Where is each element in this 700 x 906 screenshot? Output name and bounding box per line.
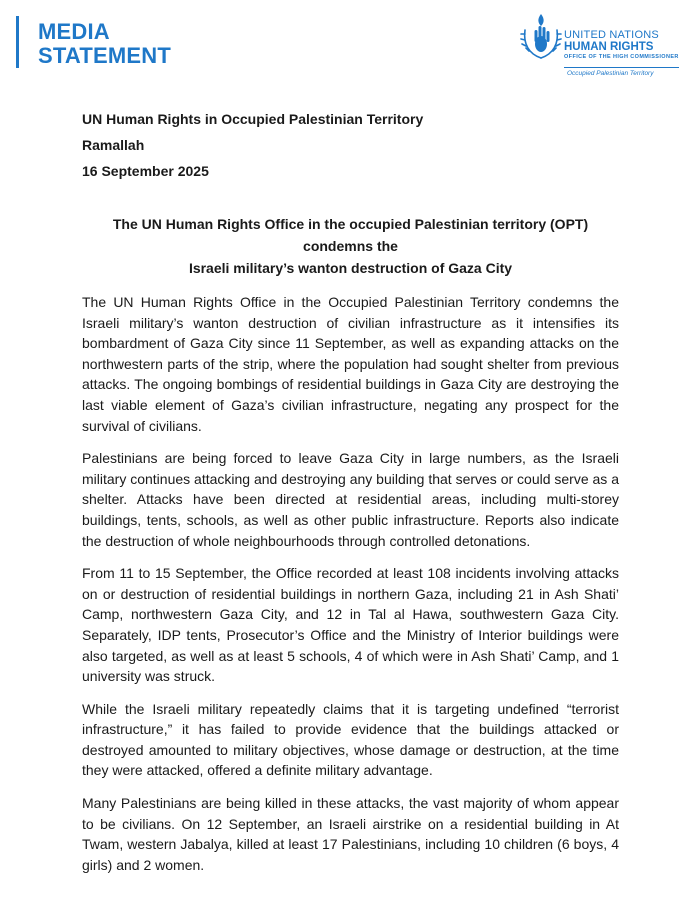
media-title-line1: MEDIA: [38, 19, 110, 44]
paragraph-4: While the Israeli military repeatedly claims that it is targeting undefined “terrorist infrastructure,” it has failed to provide evidence that the buildings attacked or destroyed amounted to military objectives, whose damage or destruction, at the time they were attacked, offered a definite military advantage.: [82, 700, 619, 779]
logo-line-high-commissioner: OFFICE OF THE HIGH COMMISSIONER: [564, 54, 679, 60]
logo-region: Occupied Palestinian Territory: [567, 70, 654, 77]
headline-line2: Israeli military’s wanton destruction of Gaza City: [188, 260, 513, 276]
statement-body: [82, 292, 619, 887]
logo-divider: [564, 67, 679, 68]
un-human-rights-logo: [520, 14, 680, 84]
media-title-line2: STATEMENT: [38, 43, 171, 68]
headline-line1: The UN Human Rights Office in the occupied Palestinian territory (OPT) condemns the: [112, 216, 589, 254]
logo-line-united-nations: UNITED NATIONS: [564, 29, 659, 41]
logo-line-human-rights: HUMAN RIGHTS: [564, 41, 654, 53]
paragraph-2: Palestinians are being forced to leave Gaza City in large numbers, as the Israeli military continues attacking and destroying any building that serves or could serve as a shelter. Attacks have been directed at residential areas, including multi-storey buildings, tents, schools, as well as other public infrastructure. Reports also indicate the destruction of whole neighbourhoods through controlled detonations.: [82, 450, 619, 549]
logo-wordmark: [564, 29, 679, 61]
laurel-hand-icon: [520, 14, 562, 64]
media-statement-title: [38, 20, 171, 68]
paragraph-5: Many Palestinians are being killed in these attacks, the vast majority of whom appear to be civilians. On 12 September, an Israeli airstrike on a residential building in At Twam, western Jabalya, killed at least 17 Palestinians, including 10 children (6 boys, 4 girls) and 2 women.: [82, 795, 619, 873]
office-name: UN Human Rights in Occupied Palestinian Territory: [82, 111, 424, 127]
headline: [82, 213, 619, 279]
header-accent-bar: [16, 16, 19, 68]
paragraph-1: The UN Human Rights Office in the Occupied Palestinian Territory condemns the Israeli military’s wanton destruction of civilian infrastructure as it intensifies its bombardment of Gaza City since 11 September, as well as expanding attacks on the northwestern parts of the strip, where the population had sought shelter from previous attacks. The ongoing bombings of residential buildings in Gaza City are destroying the last viable element of Gaza’s civilian infrastructure, negating any prospect for the survival of civilians.: [82, 294, 619, 434]
statement-date: 16 September 2025: [82, 163, 209, 179]
paragraph-3: From 11 to 15 September, the Office recorded at least 108 incidents involving attacks on or destruction of residential buildings in northern Gaza, including 21 in Ash Shati’ Camp, northwestern Gaza City, and 12 in Tal al Hawa, southwestern Gaza City. Separately, IDP tents, Prosecutor’s Office and the Ministry of Interior buildings were also targeted, as well as at least 5 schools, 4 of which were in Ash Shati’ Camp, and 1 university was struck.: [82, 565, 619, 685]
location: Ramallah: [82, 137, 145, 153]
